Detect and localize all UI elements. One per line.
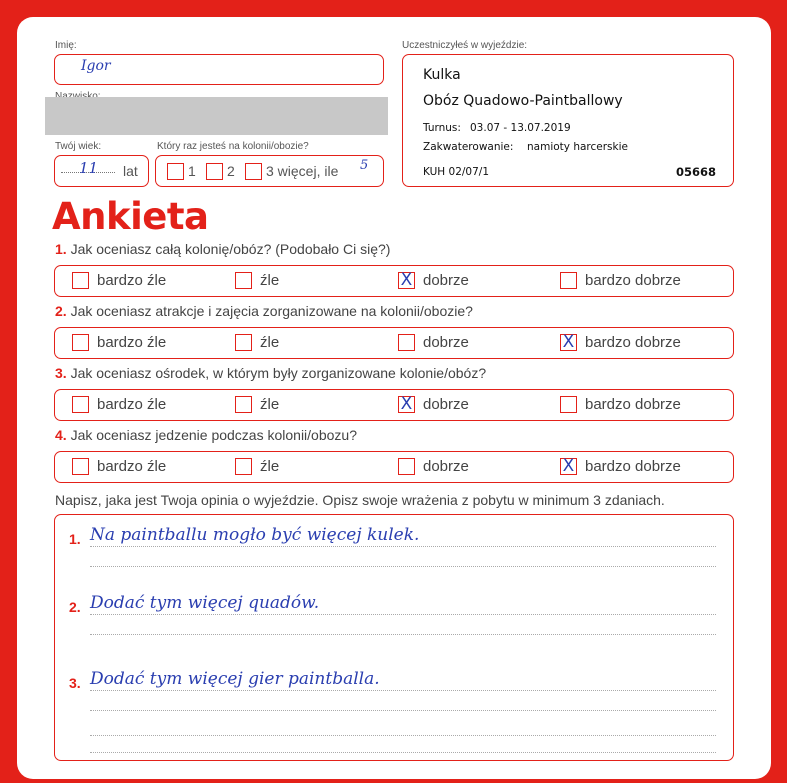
question-number: 1. <box>55 241 71 257</box>
opinion-box[interactable] <box>54 514 734 761</box>
q2-checkbox-zle[interactable] <box>235 334 252 351</box>
q1-label-dobrze: dobrze <box>423 272 469 289</box>
question-number: 3. <box>55 365 71 381</box>
checkbox-raz-2[interactable] <box>206 163 223 180</box>
q4-label-bardzo-zle: bardzo źle <box>97 458 167 475</box>
uczestniczyles-label: Uczestniczyłeś w wyjeździe: <box>402 40 528 51</box>
q2-label-bardzo-zle: bardzo źle <box>97 334 167 351</box>
q3-checkbox-zle[interactable] <box>235 396 252 413</box>
q2-checkbox-bardzo-zle[interactable] <box>72 334 89 351</box>
answer-number-1: 1. <box>69 531 81 547</box>
question-3 <box>55 365 486 381</box>
q1-checkbox-dobrze[interactable] <box>398 272 415 289</box>
q4-checkbox-bardzo-zle[interactable] <box>72 458 89 475</box>
ktory-raz-label: Który raz jesteś na kolonii/obozie? <box>157 141 309 152</box>
check-mark: X <box>562 332 575 352</box>
zakwaterowanie-value: namioty harcerskie <box>527 141 628 153</box>
turnus-label: Turnus: <box>423 122 461 134</box>
q2-label-dobrze: dobrze <box>423 334 469 351</box>
survey-title: Ankieta <box>52 195 209 238</box>
wiek-field[interactable] <box>54 155 149 187</box>
question-text: Jak oceniasz ośrodek, w którym były zorganizowane kolonie/obóz? <box>70 365 487 381</box>
question-text: Jak oceniasz jedzenie podczas kolonii/obozu? <box>70 427 357 443</box>
writing-line <box>90 614 716 615</box>
q4-label-zle: źle <box>260 458 280 475</box>
trip-camp: Obóz Quadowo-Paintballowy <box>423 93 623 109</box>
raz-1-label: 1 <box>188 163 196 179</box>
answer-number-3: 3. <box>69 675 81 691</box>
question-2 <box>55 303 473 319</box>
q1-label-zle: źle <box>260 272 280 289</box>
q3-checkbox-dobrze[interactable] <box>398 396 415 413</box>
q1-label-bardzo-dobrze: bardzo dobrze <box>585 272 681 289</box>
q2-label-zle: źle <box>260 334 280 351</box>
turnus-value: 03.07 - 13.07.2019 <box>470 122 571 134</box>
wiek-unit: lat <box>123 163 138 179</box>
q1-label-bardzo-zle: bardzo źle <box>97 272 167 289</box>
q1-checkbox-bardzo-dobrze[interactable] <box>560 272 577 289</box>
writing-line <box>90 634 716 635</box>
check-mark: X <box>400 394 413 414</box>
check-mark: X <box>562 456 575 476</box>
ile-value: 5 <box>360 158 369 173</box>
trip-number: 05668 <box>676 165 717 179</box>
q3-checkbox-bardzo-dobrze[interactable] <box>560 396 577 413</box>
wiek-value: 11 <box>79 159 99 177</box>
imie-label: Imię: <box>55 40 77 51</box>
q4-label-dobrze: dobrze <box>423 458 469 475</box>
q2-label-bardzo-dobrze: bardzo dobrze <box>585 334 681 351</box>
trip-info-box <box>402 54 734 187</box>
question-number: 4. <box>55 427 71 443</box>
q3-label-bardzo-dobrze: bardzo dobrze <box>585 396 681 413</box>
q2-checkbox-bardzo-dobrze[interactable] <box>560 334 577 351</box>
q4-checkbox-zle[interactable] <box>235 458 252 475</box>
ktory-raz-field <box>155 155 384 187</box>
writing-line <box>90 566 716 567</box>
q4-checkbox-bardzo-dobrze[interactable] <box>560 458 577 475</box>
q3-label-dobrze: dobrze <box>423 396 469 413</box>
q3-label-bardzo-zle: bardzo źle <box>97 396 167 413</box>
zakwaterowanie-label: Zakwaterowanie: <box>423 141 514 153</box>
q3-label-zle: źle <box>260 396 280 413</box>
redaction-bar <box>45 97 388 135</box>
answer-text-1: Na paintballu mogło być więcej kulek. <box>90 525 420 545</box>
writing-line <box>90 690 716 691</box>
q1-checkbox-zle[interactable] <box>235 272 252 289</box>
q4-label-bardzo-dobrze: bardzo dobrze <box>585 458 681 475</box>
answer-text-2: Dodać tym więcej quadów. <box>90 593 320 613</box>
question-text: Jak oceniasz atrakcje i zajęcia zorganizowane na kolonii/obozie? <box>70 303 473 319</box>
q4-checkbox-dobrze[interactable] <box>398 458 415 475</box>
question-4 <box>55 427 357 443</box>
q2-checkbox-dobrze[interactable] <box>398 334 415 351</box>
answer-number-2: 2. <box>69 599 81 615</box>
raz-2-label: 2 <box>227 163 235 179</box>
question-number: 2. <box>55 303 71 319</box>
trip-name: Kulka <box>423 67 461 83</box>
answer-text-3: Dodać tym więcej gier paintballa. <box>90 669 380 689</box>
question-1 <box>55 241 390 257</box>
q3-checkbox-bardzo-zle[interactable] <box>72 396 89 413</box>
writing-line <box>90 752 716 753</box>
question-text: Jak oceniasz całą kolonię/obóz? (Podobało Ci się?) <box>70 241 391 257</box>
trip-code: KUH 02/07/1 <box>423 166 489 178</box>
imie-field[interactable] <box>54 54 384 85</box>
writing-line <box>90 546 716 547</box>
writing-line <box>90 735 716 736</box>
check-mark: X <box>400 270 413 290</box>
opinion-prompt: Napisz, jaka jest Twoja opinia o wyjeździe. Opisz swoje wrażenia z pobytu w minimum 3 zdaniach. <box>55 492 665 508</box>
imie-value: Igor <box>81 58 111 74</box>
writing-line <box>90 710 716 711</box>
q1-checkbox-bardzo-zle[interactable] <box>72 272 89 289</box>
checkbox-raz-3[interactable] <box>245 163 262 180</box>
checkbox-raz-1[interactable] <box>167 163 184 180</box>
wiek-label: Twój wiek: <box>55 141 102 152</box>
raz-3-label: 3 więcej, ile <box>266 163 339 179</box>
